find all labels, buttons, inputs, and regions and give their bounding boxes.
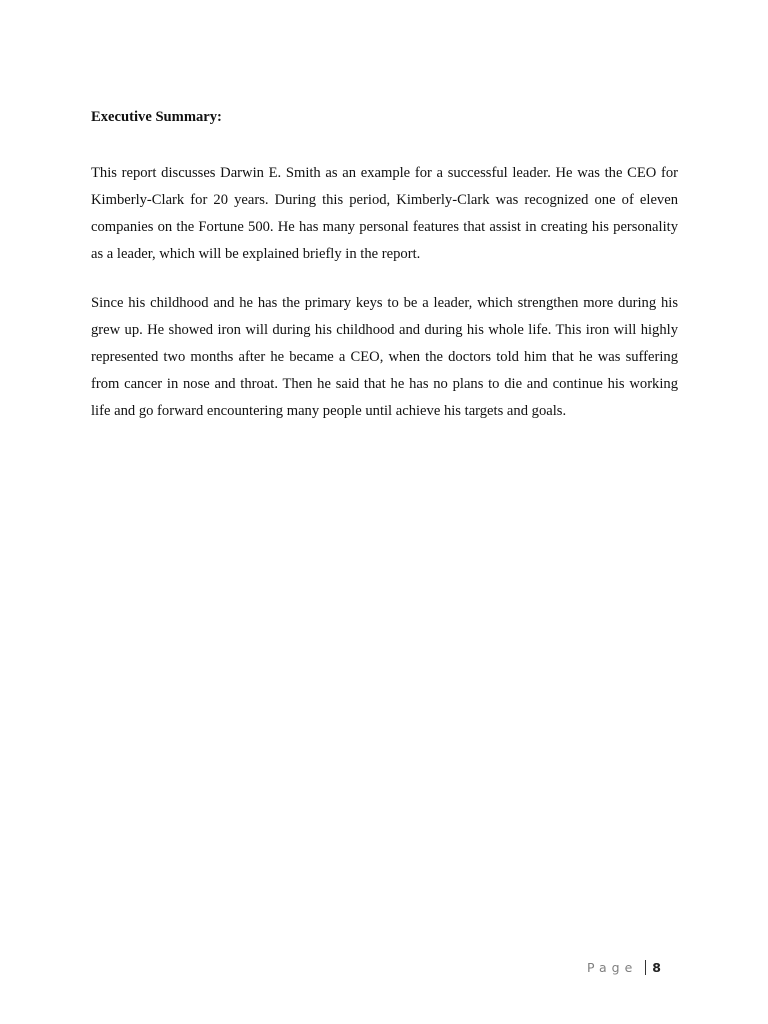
footer-divider	[645, 960, 646, 975]
paragraph-intro: This report discusses Darwin E. Smith as an example for a successful leader. He was the CEO for Kimberly-Clark for 20 years. During this period, Kimberly-Clark was recognized one of eleven companies on the Fortune 500. He has many personal features that assist in creating his personality as a leader, which will be explained briefly in the report.	[91, 165, 678, 262]
paragraph-childhood: Since his childhood and he has the primary keys to be a leader, which strengthen more during his grew up. He showed iron will during his childhood and during his whole life. This iron will highly represented two months after he became a CEO, when the doctors told him that he was suffering from cancer in nose and throat. Then he said that he has no plans to die and continue his working life and go forward encountering many people until achieve his targets and goals.	[91, 295, 678, 419]
section-heading: Executive Summary:	[91, 109, 222, 125]
document-body	[91, 104, 678, 425]
page-footer	[587, 957, 661, 977]
page-label: Page	[587, 959, 638, 975]
page-number: 8	[652, 959, 661, 975]
